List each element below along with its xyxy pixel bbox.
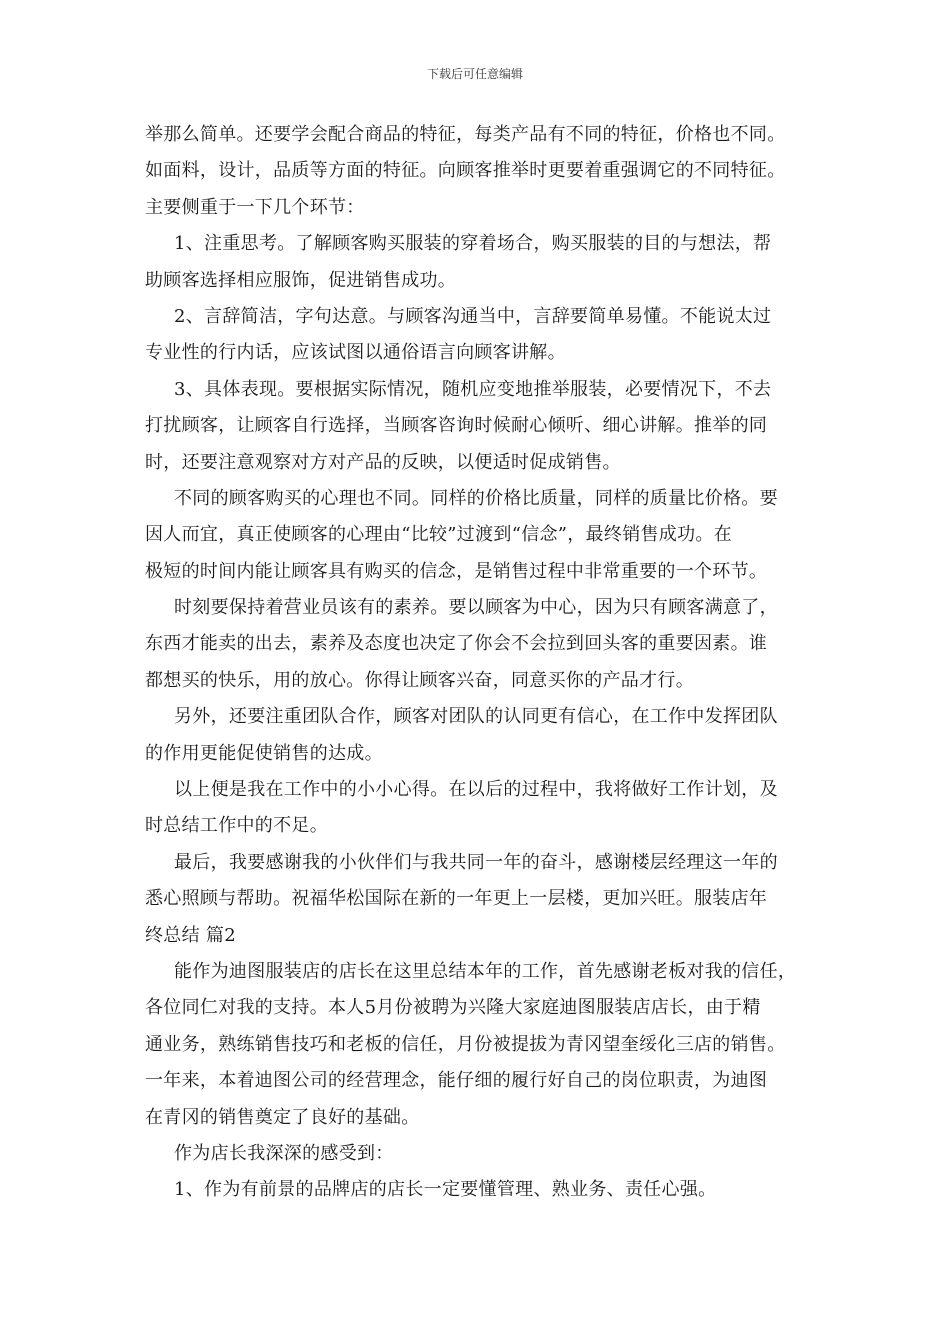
text-line: 的作用更能促使销售的达成。	[145, 742, 383, 764]
text-line: 在青冈的销售奠定了良好的基础。	[145, 1106, 420, 1128]
text-line: 悉心照顾与帮助。祝福华松国际在新的一年更上一层楼，更加兴旺。服装店年	[145, 888, 768, 910]
text-line: 如面料，设计，品质等方面的特征。向顾客推举时更要着重强调它的不同特征。	[145, 160, 786, 182]
text-line: 举那么简单。还要学会配合商品的特征，每类产品有不同的特征，价格也不同。	[145, 124, 786, 145]
text-line: 一年来，本着迪图公司的经营理念，能仔细的履行好自己的岗位职责，为迪图	[145, 1070, 768, 1092]
text-line: 作为店长我深深的感受到：	[174, 1142, 394, 1164]
text-line: 能作为迪图服装店的店长在这里总结本年的工作，首先感谢老板对我的信任，	[174, 960, 797, 982]
text-line: 各位同仁对我的支持。本人5月份被聘为兴隆大家庭迪图服装店店长，由于精	[145, 997, 761, 1019]
text-line: 时，还要注意观察对方对产品的反映，以便适时促成销售。	[145, 451, 621, 473]
text-line: 以上便是我在工作中的小小心得。在以后的过程中，我将做好工作计划，及	[174, 779, 778, 801]
text-line: 时总结工作中的不足。	[145, 815, 328, 837]
text-line: 助顾客选择相应服饰，促进销售成功。	[145, 269, 457, 291]
text-line: 通业务，熟练销售技巧和老板的信任，月份被提拔为青冈望奎绥化三店的销售。	[145, 1033, 786, 1055]
text-line: 专业性的行内话，应该试图以通俗语言向顾客讲解。	[145, 342, 566, 364]
text-line: 都想买的快乐，用的放心。你得让顾客兴奋，同意买你的产品才行。	[145, 669, 694, 691]
text-line: 主要侧重于一下几个环节：	[145, 196, 365, 218]
text-line: 1、注重思考。了解顾客购买服装的穿着场合，购买服装的目的与想法，帮	[174, 233, 772, 255]
text-line: 2、言辞简洁，字句达意。与顾客沟通当中，言辞要简单易懂。不能说太过	[174, 305, 772, 327]
text-line: 东西才能卖的出去，素养及态度也决定了你会不会拉到回头客的重要因素。谁	[145, 633, 768, 655]
text-line: 1、作为有前景的品牌店的店长一定要懂管理、熟业务、责任心强。	[174, 1179, 717, 1201]
text-line: 最后，我要感谢我的小伙伴们与我共同一年的奋斗，感谢楼层经理这一年的	[174, 851, 778, 873]
text-line: 另外，还要注重团队合作，顾客对团队的认同更有信心，在工作中发挥团队	[174, 706, 778, 728]
text-line: 时刻要保持着营业员该有的素养。要以顾客为中心，因为只有顾客满意了，	[174, 597, 778, 619]
text-line: 因人而宜，真正使顾客的心理由“比较”过渡到“信念”，最终销售成功。在	[145, 524, 733, 546]
text-line: 极短的时间内能让顾客具有购买的信念，是销售过程中非常重要的一个环节。	[145, 560, 768, 582]
text-line: 不同的顾客购买的心理也不同。同样的价格比质量，同样的质量比价格。要	[174, 487, 778, 509]
page-header: 下载后可任意编辑	[426, 67, 523, 81]
text-line: 终总结 篇2	[145, 924, 236, 946]
text-line: 打扰顾客，让顾客自行选择，当顾客咨询时候耐心倾听、细心讲解。推举的同	[145, 415, 768, 437]
text-line: 3、具体表现。要根据实际情况，随机应变地推举服装，必要情况下，不去	[174, 378, 772, 400]
document-body	[145, 117, 805, 1209]
